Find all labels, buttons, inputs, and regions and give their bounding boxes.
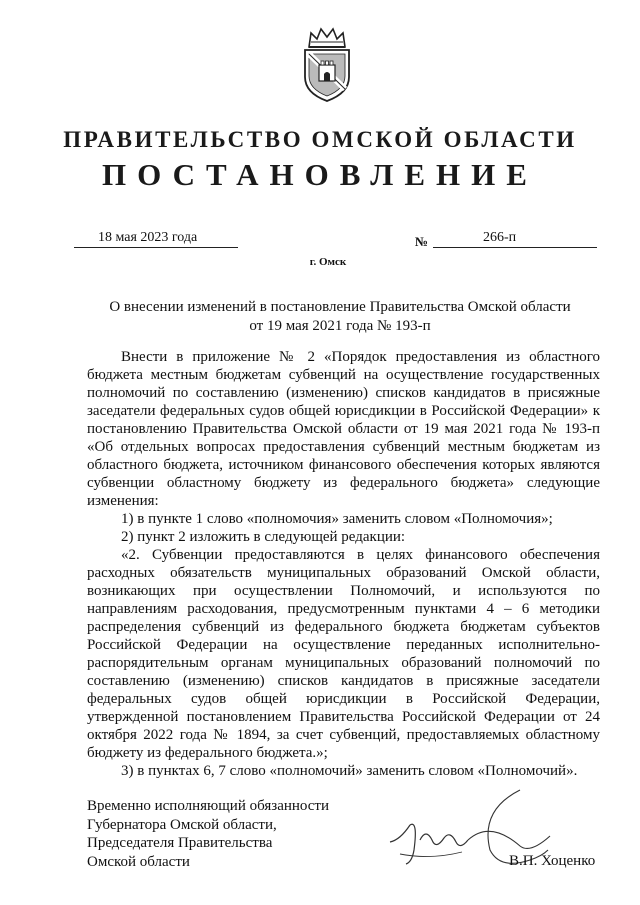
document-type: ПОСТАНОВЛЕНИЕ (102, 157, 538, 192)
body-item-3: 3) в пунктах 6, 7 слово «полномочий» заменить словом «Полномочий». (121, 763, 578, 779)
body-intro: Внести в приложение № 2 «Порядок предоставления из областного бюджета местным бюджетам субвенций на осуществление государственных полномочий по составлению (изменению) списков кандидатов в присяжные заседатели федеральных судов общей юрисдикции в Российской Федерации» к постановлению Правительства Омской области от 19 мая 2021 года № 193-п «Об отдельных вопросах предоставления субвенций местным бюджетам из областного бюджета, источником финансового обеспечения которых являются субвенции областному бюджету из федерального бюджета» следующие изменения: (87, 349, 600, 509)
document-body (87, 348, 600, 780)
date-field (74, 230, 238, 248)
signatory-line-2: Губернатора Омской области, (87, 816, 277, 833)
signatory-line-3: Председателя Правительства (87, 835, 273, 851)
city-label: г. Омск (309, 256, 347, 268)
government-title: ПРАВИТЕЛЬСТВО ОМСКОЙ ОБЛАСТИ (63, 127, 577, 152)
body-item-2: 2) пункт 2 изложить в следующей редакции: (121, 529, 406, 545)
subject-line-1: О внесении изменений в постановление Правительства Омской области (109, 299, 571, 315)
number-sign: № (415, 234, 429, 249)
signatory-name: В.П. Хоценко (509, 853, 596, 869)
document-date: 18 мая 2023 года (98, 230, 198, 245)
number-field (433, 230, 597, 248)
signatory-title (87, 797, 329, 871)
body-item-2-text: «2. Субвенции предоставляются в целях финансового обеспечения расходных обязательств муниципальных образований Омской области, возникающих при осуществлении Полномочий, и используются по направлениям расходования, предусмотренным пунктами 4 – 6 методики распределения субвенций из федерального бюджета бюджетам субъектов Российской Федерации на осуществление переданных исполнительно-распорядительным органам муниципальных образований полномочий по составлению (изменению) списков кандидатов в присяжные заседатели федеральных судов общей юрисдикции в Российской Федерации, утвержденной постановлением Правительства Российской Федерации от 24 октября 2022 года № 1894, за счет субвенций, предоставляемых областному бюджету из федерального бюджета.»; (87, 547, 600, 761)
document-number: 266-п (483, 230, 517, 245)
signatory-line-1: Временно исполняющий обязанности (87, 798, 330, 814)
subject-line-2: от 19 мая 2021 года № 193-п (249, 318, 431, 334)
document-subject (80, 298, 600, 336)
coat-of-arms-icon (297, 25, 357, 103)
body-item-1: 1) в пункте 1 слово «полномочия» заменить словом «Полномочия»; (121, 511, 553, 527)
signatory-line-4: Омской области (87, 853, 190, 870)
